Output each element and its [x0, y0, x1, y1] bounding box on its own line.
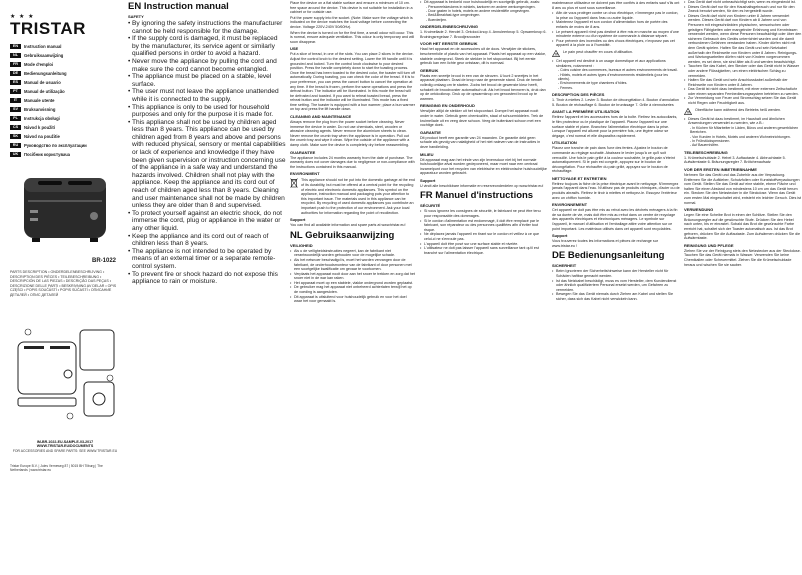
guarantee-heading: GUARANTEE: [290, 149, 316, 155]
german-list: [684, 0, 802, 106]
language-name: Bruksanvisning: [24, 107, 56, 112]
french-list-2: [552, 59, 680, 68]
list-item: • Cet appareil est destiné à un usage domestique et aux applications similaires, notamment :: [552, 59, 680, 68]
list-item: • Pour prévenir des incendies ou des chocs électriques, n'exposez pas cet appareil à la pluie ou à l'humidité.: [552, 39, 680, 48]
dutch-column: [420, 0, 548, 575]
hot-surface-text: Le pain peut chauffer en cours d'utilisation.: [563, 49, 633, 54]
section-heading: MILIEU: [420, 151, 434, 157]
paragraph: Retirez l'appareil et les accessoires hors de la boîte. Retirez les autocollants, le film protecteur ou le plastique de l'appareil. Placez l'appareil sur une surface stable et plane. Branchez l'alimentation électrique dans la prise. Lorsque l'appareil est allumé pour la première fois, une légère odeur se dégage, c'est normal et elle disparaîtra rapidement.: [552, 115, 678, 138]
paragraph: Haal het apparaat en de accessoires uit de doos. Verwijder de stickers, beschermfolie of plastic van het apparaat. Plaats het apparaat op een vlakke, stabiele ondergrond. Steek de stekker in het stopcontact. Bij het eerste gebruik kan een lichte geur ontstaan, dit is normaal.: [420, 47, 547, 66]
language-row[interactable]: [10, 114, 120, 123]
list-item: • L'appareil doit être posé sur une surface stable et nivelée.: [420, 242, 548, 247]
list-item: • Dit apparaat is uitsluitend voor huishoudelijk gebruik en voor het doel waar het voor gemaakt is.: [290, 295, 415, 304]
paragraph: Nehmen Sie das Gerät und das Zubehör aus der Verpackung. Entfernen Sie die Aufkleber, Schutzfolien oder Kunststoffverpackungen vom Gerät. Stellen Sie das Gerät auf eine stabile, ebene Fläche und halten Sie einen Abstand von mindestens 10 cm um das Gerät herum ein. Stecken Sie den Netzstecker in die Steckdose. Wenn das Gerät zum ersten Mal eingeschaltet wird, entsteht ein leichter Geruch. Dies ist normal.: [684, 173, 802, 205]
german-column: [684, 0, 802, 575]
section-heading: REINIGUNG UND PFLEGE: [684, 242, 734, 248]
list-item: • Als u de veiligheidsinstructies negeert, kan de fabrikant niet verantwoordelijk worden gehouden voor de mogelijke schade.: [290, 249, 415, 258]
brand-logo: [10, 14, 120, 38]
document-code: IM-BR-1022-EU-SAMPLE-03-2017: [36, 440, 94, 444]
list-item: • Ne déplacez jamais l'appareil en tirant sur le cordon et veillez à ce que celui-ci ne s'enroule pas.: [420, 232, 548, 241]
section-heading: Support: [420, 177, 436, 183]
hot-surface-notice: [552, 50, 680, 57]
paragraph: Plaats een sneetje brood in een van de sleuven. U kunt 2 sneetjes in het apparaat plaatsen. Draai de knop naar de gewenste stand. Druk de hendel volledig omlaag om te starten. Zodra het brood de gewenste kleur heeft, schakelt de broodrooster automatisch uit. Als het brood bevroren is, druk dan op de ontdooiknop. Druk op de opwarmknop om geroosterd brood op te warmen.: [420, 73, 546, 101]
hot-surface-icon: [684, 108, 692, 115]
language-code: RU: [10, 143, 21, 149]
language-code: IT: [10, 98, 21, 104]
english-continued-column: [290, 0, 415, 575]
french-list: [552, 11, 680, 48]
list-item: • The appliance must be placed on a stable, level surface.: [128, 73, 286, 88]
section-heading: VOOR HET EERSTE GEBRUIK: [420, 41, 478, 47]
section-heading: VERWENDUNG: [684, 207, 714, 213]
language-row[interactable]: [10, 141, 120, 150]
list-item: - Boerderijen.: [420, 18, 548, 22]
language-name: Mode d'emploi: [24, 62, 54, 67]
brand-stars: ★ ★ ★: [10, 14, 35, 20]
company-address: Tristar Europe B.V. | Jules Verneweg 87 | 5015 BH Tilburg | The Netherlands | www.tristar.eu: [10, 464, 103, 473]
language-code: DE: [10, 71, 21, 77]
list-item: • Keep the appliance and its cord out of reach of children less than 8 years.: [128, 233, 286, 248]
list-item: - Environnements de type chambres d'hôtes.: [552, 81, 680, 85]
paragraph: 1. Tiroir à miettes 2. Levier 3. Bouton de décongélation 4. Bouton d'annulation 5. Bouton de réchauffage 6. Bouton de brunissage 7. Grille à viennoiseries: [552, 98, 679, 107]
list-item: • If the supply cord is damaged, it must be replaced by the manufacturer, its service agent or similarly qualified persons in order to avoid a hazard.: [128, 35, 286, 58]
language-code: NL: [10, 53, 21, 59]
list-item: - In Frühstückspensionen.: [684, 139, 802, 143]
language-code: EN: [10, 44, 21, 50]
section-title-en: EN Instruction manual: [128, 1, 229, 12]
support-heading: Support: [290, 217, 306, 223]
section-heading: ONDERDELENBESCHRIJVING: [420, 24, 479, 30]
recycle-notice: [290, 178, 415, 215]
dutch-list: [420, 0, 548, 5]
hot-surface-icon: [552, 50, 560, 57]
language-name: Gebruiksaanwijzing: [24, 53, 64, 58]
document-reference: [10, 440, 120, 453]
list-item: • Zur Vermeidung von Feuer und Stromschlag setzen Sie das Gerät nicht Regen oder Feuchtigkeit aus.: [684, 96, 802, 105]
spare-parts-note: FOR ACCESSORIES AND SPARE PARTS: SEE WWW.TRISTAR.EU: [12, 448, 118, 453]
model-number: BR-1022: [92, 258, 117, 264]
section-heading: VOR DER ERSTEN INBETRIEBNAHME: [684, 167, 757, 173]
guarantee-text: The appliance includes 24 months warranty from the date of purchase. The warranty does not cover damages due to negligence or non-compliance with the instructions contained in this manual.: [290, 155, 415, 169]
list-item: • Verplaats het apparaat nooit door aan het snoer te trekken en zorg dat het snoer niet in de war kan raken.: [290, 272, 415, 281]
list-item: • Bewegen Sie das Gerät niemals durch Ziehen am Kabel und stellen Sie sicher, dass sich das Kabel nicht verwickeln kann.: [552, 292, 680, 301]
language-name: Návod k použití: [24, 125, 55, 130]
safety-heading-de: SICHERHEIT: [552, 263, 577, 269]
environment-text: This appliance should not be put into the domestic garbage at the end of its durability, but must be offered at a central point for the recycling of electric and electronic domestic appliances. This symbol on the appliance, instruction manual and packaging puts your attention to this important issue. The materials used in this appliance can be recycled. By recycling of used domestic appliances you contribute an important push to the protection of our environment. Ask your local authorities for information regarding the point of recollection.: [301, 178, 415, 215]
section-heading: REINIGING EN ONDERHOUD: [420, 103, 475, 109]
wheelie-bin-icon: [290, 178, 298, 188]
paragraph: Retirez toujours la fiche de la prise électrique avant le nettoyage. N'immergez jamais l'appareil dans l'eau. N'utilisez pas de produits chimiques, d'acier ou de produits abrasifs. Retirez le tiroir à miettes et nettoyez-le. Essuyez l'extérieur avec un chiffon humide.: [552, 181, 680, 200]
list-item: - Von Kunden in Hotels, Motels und anderen Wohneinrichtungen.: [684, 135, 802, 139]
language-code: SV: [10, 107, 21, 113]
language-name: Návod na použitie: [24, 134, 60, 139]
list-item: • Dieses Gerät darf nicht von Kindern unter 8 Jahren verwendet werden. Dieses Gerät darf von Kindern ab 8 Jahren und von Personen mit eingeschränkten physischen, sensorischen oder geistigen Fähigkeiten oder mangelnder Erfahrung und Kenntnissen verwendet werden, wenn diese Personen beaufsichtigt oder über den sicheren Gebrauch des Geräts unterrichtet wurden und die damit verbundenen Gefahren verstanden haben. Kinder dürfen nicht mit dem Gerät spielen. Halten Sie das Gerät und sein Netzkabel außerhalb der Reichweite von Kindern unter 8 Jahren. Reinigungs- und Wartungsarbeiten dürfen nicht von Kindern vorgenommen werden, es sei denn, sie sind älter als 8 und werden beaufsichtigt.: [684, 14, 802, 65]
paragraph: U vindt alle beschikbare informatie en reserveonderdelen op www.tristar.eu!: [420, 183, 544, 188]
list-item: • Si vous ignorez les consignes de sécurité, le fabricant ne peut être tenu pour responsable des dommages.: [420, 209, 548, 218]
list-item: - Auf Bauernhöfen.: [684, 143, 802, 147]
list-item: - Personeelskeukens in winkels, kantoren en andere werkomgevingen.: [420, 5, 548, 9]
language-code: ES: [10, 80, 21, 86]
language-code: FR: [10, 62, 21, 68]
language-row[interactable]: [10, 87, 120, 96]
safety-heading: SAFETY: [128, 13, 144, 19]
section-heading: UTILISATION: [552, 140, 577, 146]
paragraph: When the device is turned on for the first time, a small odour will occur. This is normal, ensure adequate ventilation. This odour is only temporary and will soon disappear.: [290, 30, 415, 44]
use-heading: USE: [290, 46, 299, 52]
hot-surface-text: Oberfläche kann während des Betriebs heiß werden.: [695, 107, 782, 112]
language-name: Manual de usuario: [24, 80, 61, 85]
language-name: Instrukcja obsługi: [24, 116, 60, 121]
list-item: • Als het netsnoer beschadigd is, moet het worden vervangen door de fabrikant, de onderhoudsmonteur van de fabrikant of door personen met een soortgelijke kwalificatie om gevaar te voorkomen.: [290, 258, 415, 272]
parts-description-languages: PARTS DESCRIPTION • ONDERDELENBESCHRIJVING • DESCRIPTION DES PIÈCES • TEILEBESCHREIBUNG • DESCRIPCIÓN DE LAS PIEZAS • DESCRIÇÃO DAS PEÇAS • DESCRIZIONE DELLE PARTI • BESKRIVNING AV DELAR • OPIS CZĘŚCI • POPIS SOUČÁSTÍ • POPIS SÚČASTÍ • ОПИСАНИЕ ДЕТАЛЕЙ • ОПИС ДЕТАЛЕЙ: [10, 270, 117, 297]
list-item: • Beim Ignorieren der Sicherheitshinweise kann der Hersteller nicht für Schäden haftbar gemacht werden.: [552, 269, 680, 278]
paragraph: maintenance utilisateur ne doivent pas être confiés à des enfants sauf s'ils ont 8 ans ou plus et sont sous surveillance.: [552, 1, 680, 10]
paragraph: 1. Krümelschublade 2. Hebel 3. Auftautaste 4. Abbruchtaste 5. Aufwärmtaste 6. Bräunungsregler 7. Brötchenaufsatz: [684, 155, 786, 165]
language-row[interactable]: [10, 60, 120, 69]
section-title-nl: NL Gebruiksaanwijzing: [290, 229, 395, 241]
language-code: SK: [10, 134, 21, 140]
cleaning-text: Always remove the plug from the power socket before cleaning. Never immerse the device in water. Do not use chemicals, steel, wooden or abrasive cleaning agents. Never remove the aluminium sheets to clean. Never remove the crumb tray when the appliance is in operation. Pull out the crumb tray and wipe it clean. Wipe the outside of the appliance with a damp cloth. Make sure the device is completely dry before reassembling.: [290, 120, 410, 148]
paragraph: Legen Sie eine Scheibe Brot in einen der Schlitze. Stellen Sie den Bräunungsregler auf die gewünschte Stufe. Drücken Sie den Hebel nach unten, bis er einrastet. Sobald das Brot die gewünschte Farbe erreicht hat, schaltet sich der Toaster automatisch aus. Ist das Brot gefroren, drücken Sie die Auftautaste. Zum Aufwärmen drücken Sie die Aufwärmtaste.: [684, 213, 801, 241]
use-text: Put a slice of bread, in one of the slots. You can place 2 slices in the device. Adjust the control knob to the desired setting. Lower the lift handle until it is grounded and locked. Turn the control knob clockwise to your desired position. Press the handle completely down to start the toasting process. Once the bread has been toasted to the desired color, the toaster will turn off automatically. During toasting, you can check the color of the bread. If it is to your preference, you can press the cancel button to cancel the operation at any time. If the bread is frozen, perform the same operations and press the defrost button. The indicator will be illuminated. In this mode the bread will be defrosted and toasted. If you want to reheat toasted bread, press the reheat button and the indicator will be illuminated. This mode has a fixed time setting. The toaster is equipped with a bun warmer; place a bun warmer on top and press the lift handle down.: [290, 52, 415, 112]
language-code: UK: [10, 152, 21, 158]
safety-list-de: [552, 269, 680, 301]
list-item: • To prevent fire or shock hazard do not expose this appliance to rain or moisture.: [128, 271, 286, 286]
list-item: • Ist das Netzkabel beschädigt, muss es vom Hersteller, dem Kundendienst oder ähnlich qualifiziertem Personal ersetzt werden, um Gefahren zu vermeiden.: [552, 279, 680, 293]
list-item: • Dieses Gerät ist dazu bestimmt, im Haushalt und ähnlichen Anwendungen verwendet zu werden, wie z.B.:: [684, 117, 802, 126]
brand-name: TRISTAR: [10, 19, 86, 38]
language-index: [10, 42, 120, 159]
paragraph: Place the device on a flat stable surface and ensure a minimum of 10 cm. free space around the device. This device is not suitable for installation in a cabinet or for outside use.: [290, 1, 413, 15]
list-item: • The user must not leave the appliance unattended while it is connected to the supply.: [128, 88, 286, 103]
language-row[interactable]: [10, 69, 120, 78]
parts-diagram: [10, 322, 120, 432]
language-name: Manuale utente: [24, 98, 55, 103]
language-row[interactable]: [10, 51, 120, 60]
paragraph: Placez une tranche de pain dans l'une des fentes. Ajustez le bouton de commande au réglage souhaité. Abaissez le levier jusqu'à ce qu'il soit verrouillé. Une fois le pain grillé à la couleur souhaitée, le grille-pain s'éteint automatiquement. Si le pain est congelé, appuyez sur le bouton de décongélation. Pour réchauffer du pain grillé, appuyez sur le bouton de réchauffage.: [552, 146, 675, 174]
list-item: • This appliance is only to be used for household purposes and only for the purpose it is made for.: [128, 104, 286, 119]
list-item: • The appliance is not intended to be operated by means of an external timer or a separate remote-control system.: [128, 248, 286, 271]
section-title-fr: FR Manuel d'instructions: [420, 190, 534, 202]
list-item: • Das Gerät darf nicht unbeaufsichtigt sein, wenn es eingesteckt ist.: [684, 0, 802, 5]
english-column: [128, 0, 286, 575]
language-row[interactable]: [10, 105, 120, 114]
language-row[interactable]: [10, 78, 120, 87]
paragraph: Dit apparaat mag aan het einde van zijn levensduur niet bij het normale huishoudelijke afval worden gedeponeerd, maar moet naar een centraal inzamelpunt voor het recyclen van elektrische en elektronische huishoudelijke apparatuur worden gebracht.: [420, 157, 547, 176]
section-heading: GEBRUIK: [420, 67, 439, 73]
list-item: • Le présent appareil n'est pas destiné à être mis en marche au moyen d'une minuterie externe ou d'un système de commande à distance séparé.: [552, 30, 680, 39]
section-heading: NETTOYAGE ET ENTRETIEN: [552, 175, 607, 181]
section-heading: DESCRIPTION DES PIÈCES: [552, 92, 605, 98]
german-sublist: [684, 126, 802, 148]
hot-surface-notice: [684, 108, 802, 115]
section-heading: TEILEBESCHREIBUNG: [684, 149, 728, 155]
cover-column: [0, 0, 123, 575]
language-name: Посібник користувача: [24, 152, 71, 157]
paragraph: Vous trouverez toutes les informations et pièces de rechange sur www.tristar.eu !: [552, 239, 658, 248]
list-item: - Hôtels, motels et autres types d'environnements résidentiels (pour les clients).: [552, 73, 680, 82]
safety-heading-nl: VEILIGHEID: [290, 242, 313, 248]
paragraph: Ziehen Sie vor der Reinigung stets den Netzstecker aus der Steckdose. Tauchen Sie das Gerät niemals in Wasser. Verwenden Sie keine Chemikalien oder Scheuermittel. Ziehen Sie die Krümelschublade heraus und wischen Sie sie sauber.: [684, 248, 801, 267]
language-row[interactable]: [10, 42, 120, 51]
list-item: • This appliance shall not be used by children aged less than 8 years. This appliance can be used by children aged from 8 years and above and persons with reduced physical, sensory or mental capabilities or lack of experience and knowledge if they have been given supervision or instruction concerning use of the appliance in a safe way and understand the hazards involved. Children shall not play with the appliance. Keep the appliance and its cord out of reach of children aged less than 8 years. Cleaning and user maintenance shall not be made by children unless they are older than 8 and supervised.: [128, 119, 286, 210]
list-item: • Het apparaat moet op een stabiele, vlakke ondergrond worden geplaatst.: [290, 281, 415, 286]
language-row[interactable]: [10, 132, 120, 141]
paragraph: Verwijder altijd de stekker uit het stopcontact. Dompel het apparaat nooit onder in water. Gebruik geen chemicaliën, staal of schuurmiddelen. Trek de kruimellade uit en veeg deze schoon. Veeg de buitenkant schoon met een vochtige doek.: [420, 109, 544, 128]
list-item: • Never move the appliance by pulling the cord and make sure the cord cannot become entangled.: [128, 58, 286, 73]
safety-list-fr: [420, 209, 548, 255]
list-item: • Das Gerät ist nicht dazu bestimmt, mit einer externen Zeitschaltuhr oder einem separaten Fernbedienungssystem betrieben zu werden.: [684, 87, 802, 96]
list-item: • Tauchen Sie das Kabel, den Stecker oder das Gerät nicht in Wasser oder andere Flüssigkeiten, um einen elektrischen Schlag zu vermeiden.: [684, 64, 802, 78]
language-name: Instruction manual: [24, 44, 62, 49]
list-item: • By ignoring the safety instructions the manufacturer cannot be held responsible for the damage.: [128, 20, 286, 35]
safety-heading-fr: SÉCURITÉ: [420, 203, 441, 209]
safety-list: [128, 20, 286, 286]
language-row[interactable]: [10, 150, 120, 159]
paragraph: 1. Kruimellade 2. Hendel 3. Ontdooi-knop 4. Annuleerknop 5. Opwarmknop 6. Bruiningsregelaar 7. Broodjesrooster: [420, 30, 547, 39]
environment-heading: ENVIRONMENT: [290, 171, 320, 177]
section-title-de: DE Bedienungsanleitung: [552, 250, 665, 262]
documents-site: WWW.TRISTAR.EU/DOCUMENTS: [36, 444, 94, 449]
list-item: • Maintenez l'appareil et son cordon d'alimentation hors de portée des enfants de moins de 8 ans.: [552, 20, 680, 29]
support-text: You can find all available information and spare parts at www.tristar.eu!: [290, 223, 406, 228]
section-heading: ENVIRONNEMENT: [552, 202, 588, 208]
list-item: • Si le cordon d'alimentation est endommagé, il doit être remplacé par le fabricant, son réparateur ou des personnes qualifiées afin d'éviter tout risque.: [420, 219, 548, 233]
section-heading: GARANTIE: [420, 129, 441, 135]
list-item: • De gebruiker mag het apparaat niet onbeheerd achterlaten terwijl het op de voeding is aangesloten.: [290, 285, 415, 294]
section-heading: Support: [552, 233, 568, 239]
language-name: Manual de utilização: [24, 89, 65, 94]
list-item: - Bed&Breakfast-type omgevingen.: [420, 13, 548, 17]
language-code: CS: [10, 125, 21, 131]
language-name: Bedienungsanleitung: [24, 71, 67, 76]
list-item: • Dieses Gerät darf nur für den Haushaltsgebrauch und nur für den Zweck benutzt werden, für den es hergestellt wurde.: [684, 5, 802, 14]
list-item: • L'utilisateur ne doit pas laisser l'appareil sans surveillance tant qu'il est branché sur l'alimentation électrique.: [420, 246, 548, 255]
german-list-2: [684, 117, 802, 126]
language-row[interactable]: [10, 96, 120, 105]
paragraph: Put the power supply into the socket. (Note: Make sure the voltage which is indicated on the device matches the local voltage before connecting the device. Voltage 220V-240V 50/60Hz).: [290, 15, 413, 29]
language-row[interactable]: [10, 123, 120, 132]
list-item: • Halten Sie das Gerät und sein Anschlusskabel außerhalb der Reichweite von Kindern unter 8 Jahren.: [684, 78, 802, 87]
list-item: - Coins cuisine des commerces, bureaux et autres environnements de travail.: [552, 68, 680, 72]
section-heading: AVANT LA PREMIÈRE UTILISATION: [552, 109, 620, 115]
language-code: PL: [10, 116, 21, 122]
french-column: [552, 0, 680, 575]
paragraph: Cet appareil ne doit pas être mis au rebut avec les déchets ménagers à la fin de sa durée de vie, mais doit être mis au rebut dans un centre de recyclage des appareils électriques et électroniques ménagers. Le symbole sur l'appareil, le manuel d'utilisation et l'emballage attire votre attention sur ce point important. Les matériaux utilisés dans cet appareil sont recyclables.: [552, 208, 678, 231]
dutch-sublist: [420, 5, 548, 23]
list-item: • To protect yourself against an electric shock, do not immerse the cord, plug or appliance in the water or any other liquid.: [128, 210, 286, 233]
list-item: - Door gasten in hotels, motels en andere residentiële omgevingen.: [420, 9, 548, 13]
language-name: Руководство по эксплуатации: [24, 143, 87, 148]
safety-list-nl: [290, 249, 415, 304]
language-code: PT: [10, 89, 21, 95]
list-item: - Fermes.: [552, 86, 680, 90]
toaster-product-image: [10, 160, 120, 255]
list-item: • Dit apparaat is bedoeld voor huishoudelijk en soortgelijk gebruik, zoals:: [420, 0, 548, 5]
paragraph: Dit product heeft een garantie van 24 maanden. De garantie dekt geen schade als gevolg van nalatigheid of het niet naleven van de instructies in deze handleiding.: [420, 135, 541, 149]
list-item: - In Küchen für Mitarbeiter in Läden, Büros und anderen gewerblichen Bereichen.: [684, 126, 802, 135]
list-item: • Afin de vous protéger contre un choc électrique, n'immergez pas le cordon, la prise ou l'appareil dans l'eau ou autre liquide.: [552, 11, 680, 20]
french-sublist: [552, 68, 680, 90]
cleaning-heading: CLEANING AND MAINTENANCE: [290, 114, 352, 120]
